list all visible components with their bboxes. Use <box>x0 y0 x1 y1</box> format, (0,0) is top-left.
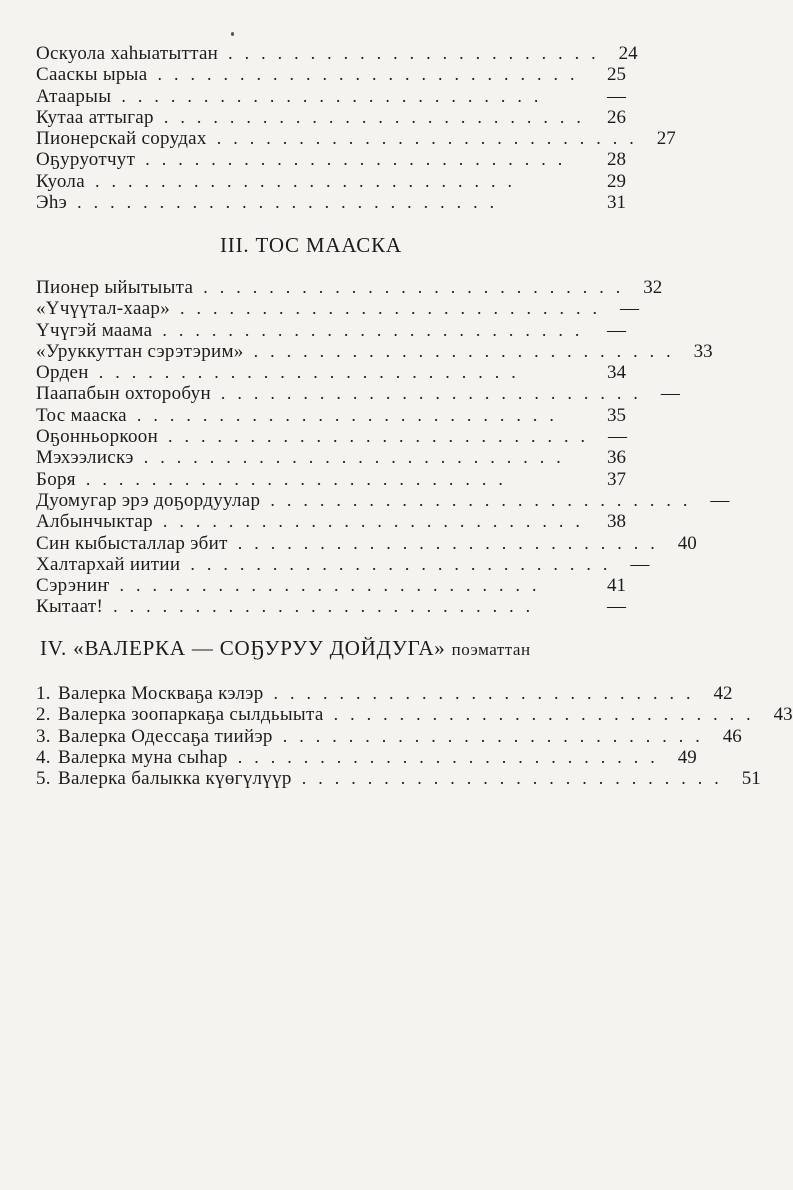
entry-page: 35 <box>607 404 626 426</box>
entry-page: — <box>660 383 680 405</box>
dot-leader: .......................... <box>333 704 763 725</box>
dot-leader: .......................... <box>270 489 700 510</box>
dot-leader: .......................... <box>113 596 543 617</box>
section-4-suffix: поэматтан <box>451 640 531 659</box>
entry-page: — <box>608 426 628 448</box>
entry-page: 25 <box>607 64 626 86</box>
entry-title: Дуомугар эрэ доҕордуулар <box>36 489 261 511</box>
dot-leader: .......................... <box>273 683 703 703</box>
dot-leader: .......................... <box>301 768 731 789</box>
toc-section-3-list <box>36 277 730 618</box>
entry-title: Боря <box>36 468 76 490</box>
entry-title: Валерка зоопаркаҕа сылдьыыта <box>58 704 324 726</box>
entry-title-wrap <box>36 704 324 725</box>
toc-entry <box>36 532 697 554</box>
entry-page: 24 <box>618 43 638 64</box>
entry-title-wrap <box>36 747 228 768</box>
dot-leader: .......................... <box>180 298 610 319</box>
entry-title: Пионерскай сорудах <box>36 128 207 150</box>
toc-entry <box>36 128 676 150</box>
toc-entry <box>36 64 626 85</box>
entry-title: Куола <box>36 170 85 192</box>
toc-entry <box>36 107 626 128</box>
entry-title: Валерка балыкка күөгүлүүр <box>58 768 292 790</box>
entry-title: Сэрэниҥ <box>36 575 110 597</box>
dot-leader: .......................... <box>282 725 712 746</box>
toc-entry <box>36 298 640 320</box>
dot-leader: .......................... <box>216 128 646 149</box>
entry-page: — <box>607 319 626 341</box>
toc-entry <box>36 683 733 704</box>
entry-title-wrap <box>36 768 292 789</box>
toc-entry <box>36 725 742 747</box>
dot-leader: .......................... <box>85 468 515 489</box>
toc-entry <box>36 746 697 768</box>
entry-page: 42 <box>713 683 733 704</box>
entry-title: Оскуола хаһыатыттан <box>36 43 219 64</box>
dot-leader: .......................... <box>203 277 633 297</box>
toc-entry <box>36 340 713 362</box>
entry-title: Халтархай иитии <box>36 553 181 575</box>
toc-section-2-list <box>36 43 676 214</box>
entry-title: Мэхээлискэ <box>36 447 134 469</box>
toc-section-4-list <box>36 683 793 790</box>
entry-title: Сааскы ырыа <box>36 64 148 86</box>
entry-title: Кытаат! <box>36 596 104 618</box>
toc-entry <box>36 320 626 341</box>
entry-title: Албынчыктар <box>36 511 153 533</box>
toc-entry <box>36 768 761 790</box>
entry-page: 38 <box>607 511 626 533</box>
entry-title: Син кыбысталлар эбит <box>36 532 228 554</box>
entry-page: 27 <box>656 128 676 150</box>
entry-title: Пионер ыйытыыта <box>36 277 194 298</box>
entry-page: 32 <box>643 277 663 298</box>
toc-entry <box>36 704 793 726</box>
dot-leader: .......................... <box>119 575 549 596</box>
entry-page: 36 <box>607 447 626 469</box>
toc-entry <box>36 596 626 617</box>
entry-page: 31 <box>607 192 626 214</box>
ink-speck <box>231 32 234 36</box>
entry-page: 51 <box>741 768 761 790</box>
dot-leader: ....................... <box>228 43 608 63</box>
toc-entry <box>36 511 626 532</box>
entry-title: Кутаа аттыгар <box>36 106 154 128</box>
entry-title: Оҕонньоркоон <box>36 426 159 448</box>
entry-page: 33 <box>693 340 713 362</box>
dot-leader: .......................... <box>190 553 620 574</box>
dot-leader: .......................... <box>98 362 528 383</box>
entry-title: «Уруккуттан сэрэтэрим» <box>36 340 244 362</box>
entry-number: 3. <box>36 725 51 747</box>
dot-leader: .......................... <box>237 532 667 553</box>
entry-page: — <box>620 298 640 320</box>
entry-page: 49 <box>677 746 697 768</box>
entry-number: 5. <box>36 768 51 790</box>
toc-entry <box>36 149 626 170</box>
entry-page: 46 <box>722 725 742 747</box>
entry-title: «Үчүүтал-хаар» <box>36 298 171 320</box>
toc-entry <box>36 469 626 490</box>
entry-title: Оҕуруотчут <box>36 149 136 171</box>
entry-page: 40 <box>677 532 697 554</box>
toc-entry <box>36 43 638 64</box>
dot-leader: .......................... <box>121 85 551 106</box>
toc-entry <box>36 362 626 383</box>
toc-entry <box>36 447 626 468</box>
toc-entry <box>36 575 626 596</box>
entry-title-wrap <box>36 683 264 704</box>
toc-entry <box>36 383 680 405</box>
toc-entry <box>36 405 626 426</box>
dot-leader: .......................... <box>157 64 587 85</box>
dot-leader: .......................... <box>143 447 573 468</box>
toc-entry <box>36 86 626 107</box>
entry-page: 41 <box>607 575 626 597</box>
dot-leader: .......................... <box>145 149 575 170</box>
entry-title: Валерка муна сыһар <box>58 746 228 768</box>
entry-page: — <box>607 85 626 107</box>
entry-title: Үчүгэй маама <box>36 319 153 341</box>
entry-page: 37 <box>607 468 626 490</box>
entry-title: Эһэ <box>36 192 68 214</box>
dot-leader: .......................... <box>163 106 593 127</box>
entry-title: Валерка Одессаҕа тиийэр <box>58 725 273 747</box>
toc-entry <box>36 192 626 213</box>
entry-page: — <box>710 489 730 511</box>
section-4-heading <box>40 636 531 661</box>
entry-page: 43 <box>773 704 793 726</box>
toc-entry <box>36 171 626 192</box>
entry-title-wrap <box>36 726 273 747</box>
entry-page: — <box>607 596 626 618</box>
dot-leader: .......................... <box>220 383 650 404</box>
toc-entry <box>36 277 663 298</box>
entry-page: — <box>630 553 650 575</box>
entry-number: 1. <box>36 683 51 704</box>
toc-entry <box>36 426 626 447</box>
dot-leader: .......................... <box>253 340 683 361</box>
dot-leader: .......................... <box>136 404 566 425</box>
entry-title: Валерка Москваҕа кэлэр <box>58 683 264 704</box>
entry-title: Паапабын охторобун <box>36 383 211 405</box>
dot-leader: .......................... <box>162 319 592 340</box>
entry-page: 26 <box>607 106 626 128</box>
entry-number: 4. <box>36 746 51 768</box>
section-4-title: IV. «ВАЛЕРКА — СОҔУРУУ ДОЙДУГА» <box>40 636 446 660</box>
entry-title: Орден <box>36 362 89 384</box>
toc-entry <box>36 553 650 575</box>
entry-title: Тос мааска <box>36 404 127 426</box>
dot-leader: .......................... <box>77 192 507 213</box>
entry-title: Атаарыы <box>36 85 112 107</box>
dot-leader: .......................... <box>162 511 592 532</box>
dot-leader: .......................... <box>237 746 667 767</box>
dot-leader: .......................... <box>168 426 598 447</box>
entry-page: 28 <box>607 149 626 171</box>
entry-page: 29 <box>607 170 626 192</box>
entry-number: 2. <box>36 704 51 726</box>
toc-entry <box>36 489 730 511</box>
entry-page: 34 <box>607 362 626 384</box>
dot-leader: .......................... <box>94 170 524 191</box>
section-3-heading: III. ТОС МААСКА <box>220 233 402 257</box>
